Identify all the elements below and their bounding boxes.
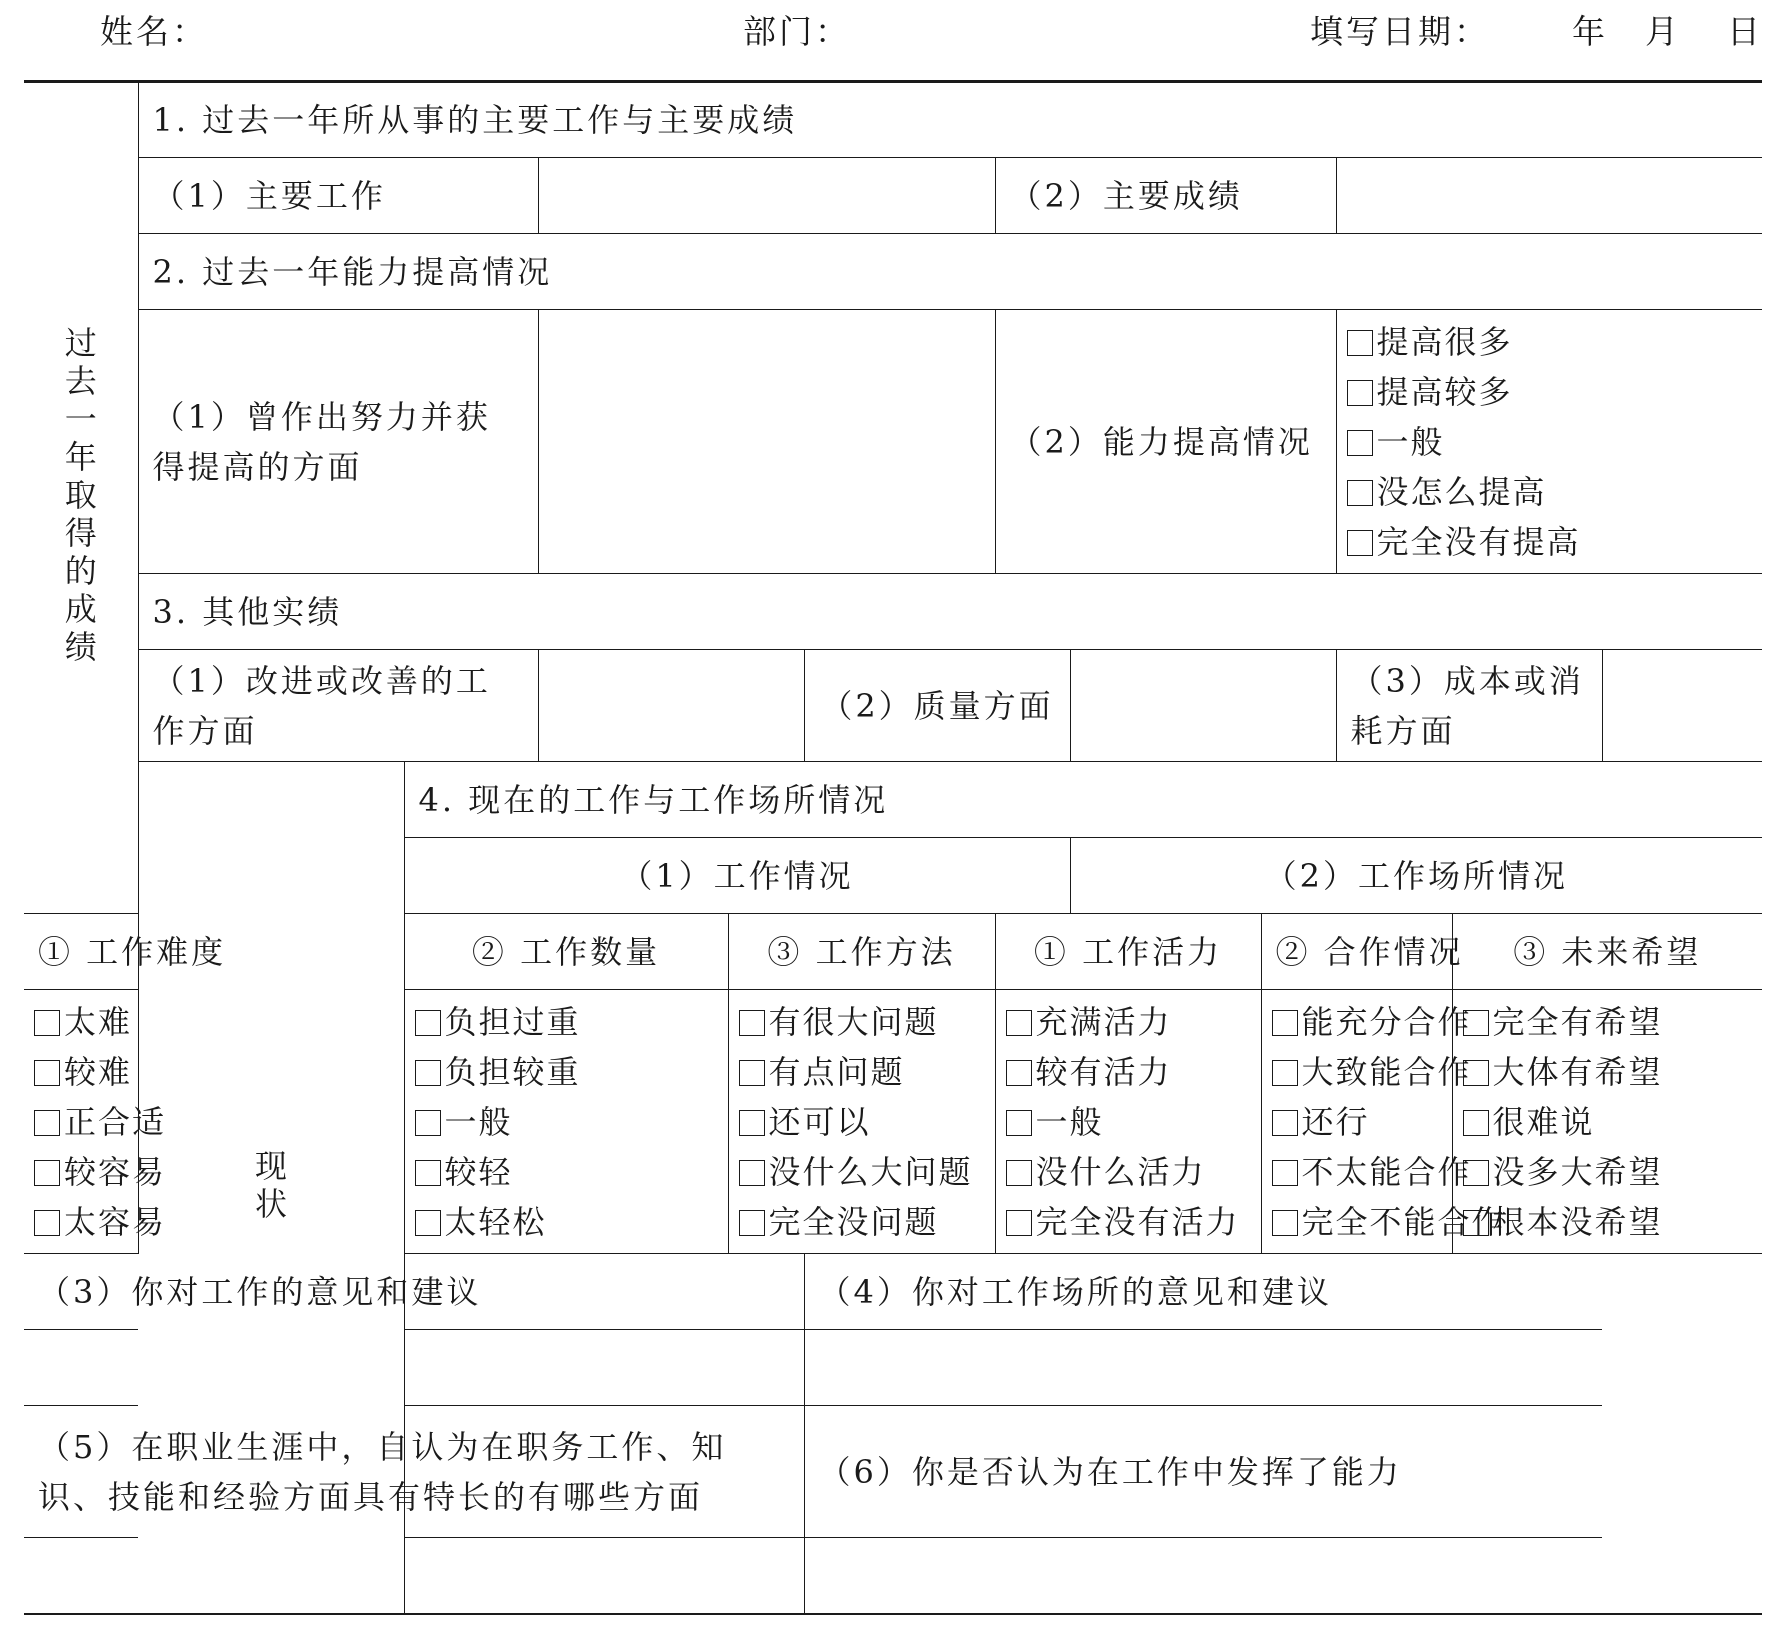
section2-title: 2. 过去一年能力提高情况: [138, 234, 1762, 310]
cost-field[interactable]: [1602, 650, 1762, 762]
ability-improvement-options: [1336, 310, 1762, 574]
quantity-options: [404, 990, 728, 1254]
checkbox-icon[interactable]: [1006, 1010, 1032, 1036]
work-suggestions-label: （3）你对工作的意见和建议: [24, 1254, 804, 1330]
checkbox-option[interactable]: 完全不能合作: [1272, 1197, 1442, 1247]
checkbox-icon[interactable]: [1347, 330, 1373, 356]
checkbox-icon[interactable]: [739, 1060, 765, 1086]
side-label-current: 现状: [138, 762, 404, 1614]
checkbox-icon[interactable]: [1463, 1060, 1489, 1086]
work-situation-header: （1）工作情况: [404, 838, 1070, 914]
main-work-label: （1）主要工作: [138, 158, 538, 234]
checkbox-icon[interactable]: [1272, 1010, 1298, 1036]
checkbox-option[interactable]: 还行: [1272, 1097, 1442, 1147]
checkbox-icon[interactable]: [1463, 1210, 1489, 1236]
checkbox-option[interactable]: 负担较重: [415, 1047, 718, 1097]
checkbox-icon[interactable]: [739, 1210, 765, 1236]
checkbox-option[interactable]: 提高较多: [1347, 367, 1753, 417]
checkbox-option[interactable]: 太轻松: [415, 1197, 718, 1247]
checkbox-icon[interactable]: [415, 1110, 441, 1136]
checkbox-option[interactable]: 不太能合作: [1272, 1147, 1442, 1197]
checkbox-icon[interactable]: [1272, 1060, 1298, 1086]
checkbox-icon[interactable]: [34, 1110, 60, 1136]
checkbox-icon[interactable]: [1006, 1160, 1032, 1186]
checkbox-option[interactable]: 有很大问题: [739, 997, 985, 1047]
checkbox-option[interactable]: 完全有希望: [1463, 997, 1753, 1047]
checkbox-icon[interactable]: [1272, 1110, 1298, 1136]
checkbox-option[interactable]: 没什么活力: [1006, 1147, 1251, 1197]
checkbox-icon[interactable]: [1006, 1210, 1032, 1236]
checkbox-option[interactable]: 提高很多: [1347, 317, 1753, 367]
fill-date-label: 填写日期：: [1310, 12, 1490, 51]
checkbox-option[interactable]: 负担过重: [415, 997, 718, 1047]
checkbox-option[interactable]: 大致能合作: [1272, 1047, 1442, 1097]
future-options: [1452, 990, 1762, 1254]
checkbox-option[interactable]: 根本没希望: [1463, 1197, 1753, 1247]
checkbox-option[interactable]: 很难说: [1463, 1097, 1753, 1147]
checkbox-option[interactable]: 还可以: [739, 1097, 985, 1147]
checkbox-icon[interactable]: [34, 1160, 60, 1186]
checkbox-option[interactable]: 较有活力: [1006, 1047, 1251, 1097]
checkbox-icon[interactable]: [415, 1060, 441, 1086]
department-label: 部门：: [743, 12, 851, 51]
checkbox-icon[interactable]: [1272, 1210, 1298, 1236]
checkbox-option[interactable]: 有点问题: [739, 1047, 985, 1097]
checkbox-option[interactable]: 一般: [415, 1097, 718, 1147]
ability-improvement-label: （2）能力提高情况: [995, 310, 1336, 574]
section3-title: 3. 其他实绩: [138, 574, 1762, 650]
section1-title: 1. 过去一年所从事的主要工作与主要成绩: [138, 82, 1762, 158]
checkbox-icon[interactable]: [1347, 530, 1373, 556]
appraisal-form-table: [24, 80, 1762, 1615]
checkbox-icon[interactable]: [739, 1010, 765, 1036]
effort-areas-field[interactable]: [538, 310, 995, 574]
workplace-suggestions-label: （4）你对工作场所的意见和建议: [804, 1254, 1602, 1330]
method-options: [728, 990, 995, 1254]
checkbox-icon[interactable]: [34, 1010, 60, 1036]
col-header-method: ③ 工作方法: [728, 914, 995, 990]
checkbox-option[interactable]: 充满活力: [1006, 997, 1251, 1047]
section4-title: 4. 现在的工作与工作场所情况: [404, 762, 1762, 838]
workplace-suggestions-field[interactable]: [804, 1330, 1602, 1406]
checkbox-icon[interactable]: [1272, 1160, 1298, 1186]
checkbox-option[interactable]: 较难: [34, 1047, 128, 1097]
checkbox-icon[interactable]: [1463, 1110, 1489, 1136]
difficulty-options: [24, 990, 167, 1254]
checkbox-icon[interactable]: [1347, 380, 1373, 406]
checkbox-option[interactable]: 没多大希望: [1463, 1147, 1753, 1197]
career-strengths-field[interactable]: [24, 1538, 804, 1614]
col-header-quantity: ② 工作数量: [404, 914, 728, 990]
name-label: 姓名：: [100, 12, 208, 51]
career-strengths-label: （5）在职业生涯中，自认为在职务工作、知识、技能和经验方面具有特长的有哪些方面: [24, 1406, 804, 1538]
checkbox-icon[interactable]: [34, 1210, 60, 1236]
quality-field[interactable]: [1070, 650, 1336, 762]
main-achievements-field[interactable]: [1336, 158, 1762, 234]
checkbox-option[interactable]: 没什么大问题: [739, 1147, 985, 1197]
checkbox-icon[interactable]: [415, 1160, 441, 1186]
checkbox-icon[interactable]: [739, 1110, 765, 1136]
checkbox-option[interactable]: 能充分合作: [1272, 997, 1442, 1047]
checkbox-icon[interactable]: [415, 1210, 441, 1236]
checkbox-icon[interactable]: [1463, 1010, 1489, 1036]
checkbox-option[interactable]: 大体有希望: [1463, 1047, 1753, 1097]
checkbox-option[interactable]: 没怎么提高: [1347, 467, 1753, 517]
ability-used-field[interactable]: [804, 1538, 1602, 1614]
col-header-future: ③ 未来希望: [1452, 914, 1762, 990]
ability-used-label: （6）你是否认为在工作中发挥了能力: [804, 1406, 1602, 1538]
checkbox-option[interactable]: 完全没有活力: [1006, 1197, 1251, 1247]
checkbox-option[interactable]: 较轻: [415, 1147, 718, 1197]
date-year-label: 年: [1572, 12, 1608, 51]
quality-label: （2）质量方面: [804, 650, 1070, 762]
checkbox-icon[interactable]: [1347, 480, 1373, 506]
checkbox-icon[interactable]: [1006, 1110, 1032, 1136]
cost-label: （3）成本或消耗方面: [1336, 650, 1602, 762]
main-work-field[interactable]: [538, 158, 995, 234]
date-day-label: 日: [1727, 12, 1763, 51]
date-month-label: 月: [1645, 12, 1681, 51]
checkbox-option[interactable]: 太容易: [34, 1197, 128, 1247]
checkbox-icon[interactable]: [739, 1160, 765, 1186]
improvement-label: （1）改进或改善的工作方面: [138, 650, 538, 762]
main-achievements-label: （2）主要成绩: [995, 158, 1336, 234]
col-header-cooperation: ② 合作情况: [1261, 914, 1452, 990]
checkbox-option[interactable]: 一般: [1006, 1097, 1251, 1147]
effort-areas-label: （1）曾作出努力并获得提高的方面: [138, 310, 538, 574]
checkbox-icon[interactable]: [34, 1060, 60, 1086]
side-label-past-year: 过去一年取得的成绩: [24, 82, 138, 914]
improvement-field[interactable]: [538, 650, 804, 762]
checkbox-icon[interactable]: [1463, 1160, 1489, 1186]
checkbox-option[interactable]: 完全没有提高: [1347, 517, 1753, 567]
workplace-situation-header: （2）工作场所情况: [1070, 838, 1762, 914]
vitality-options: [995, 990, 1261, 1254]
checkbox-option[interactable]: 完全没问题: [739, 1197, 985, 1247]
checkbox-icon[interactable]: [415, 1010, 441, 1036]
checkbox-icon[interactable]: [1347, 430, 1373, 456]
checkbox-option[interactable]: 太难: [34, 997, 128, 1047]
cooperation-options: [1261, 990, 1506, 1254]
col-header-difficulty: ① 工作难度: [24, 914, 138, 990]
col-header-vitality: ① 工作活力: [995, 914, 1261, 990]
checkbox-option[interactable]: 一般: [1347, 417, 1753, 467]
checkbox-option[interactable]: 正合适: [34, 1097, 128, 1147]
checkbox-option[interactable]: 较容易: [34, 1147, 128, 1197]
checkbox-icon[interactable]: [1006, 1060, 1032, 1086]
work-suggestions-field[interactable]: [24, 1330, 804, 1406]
